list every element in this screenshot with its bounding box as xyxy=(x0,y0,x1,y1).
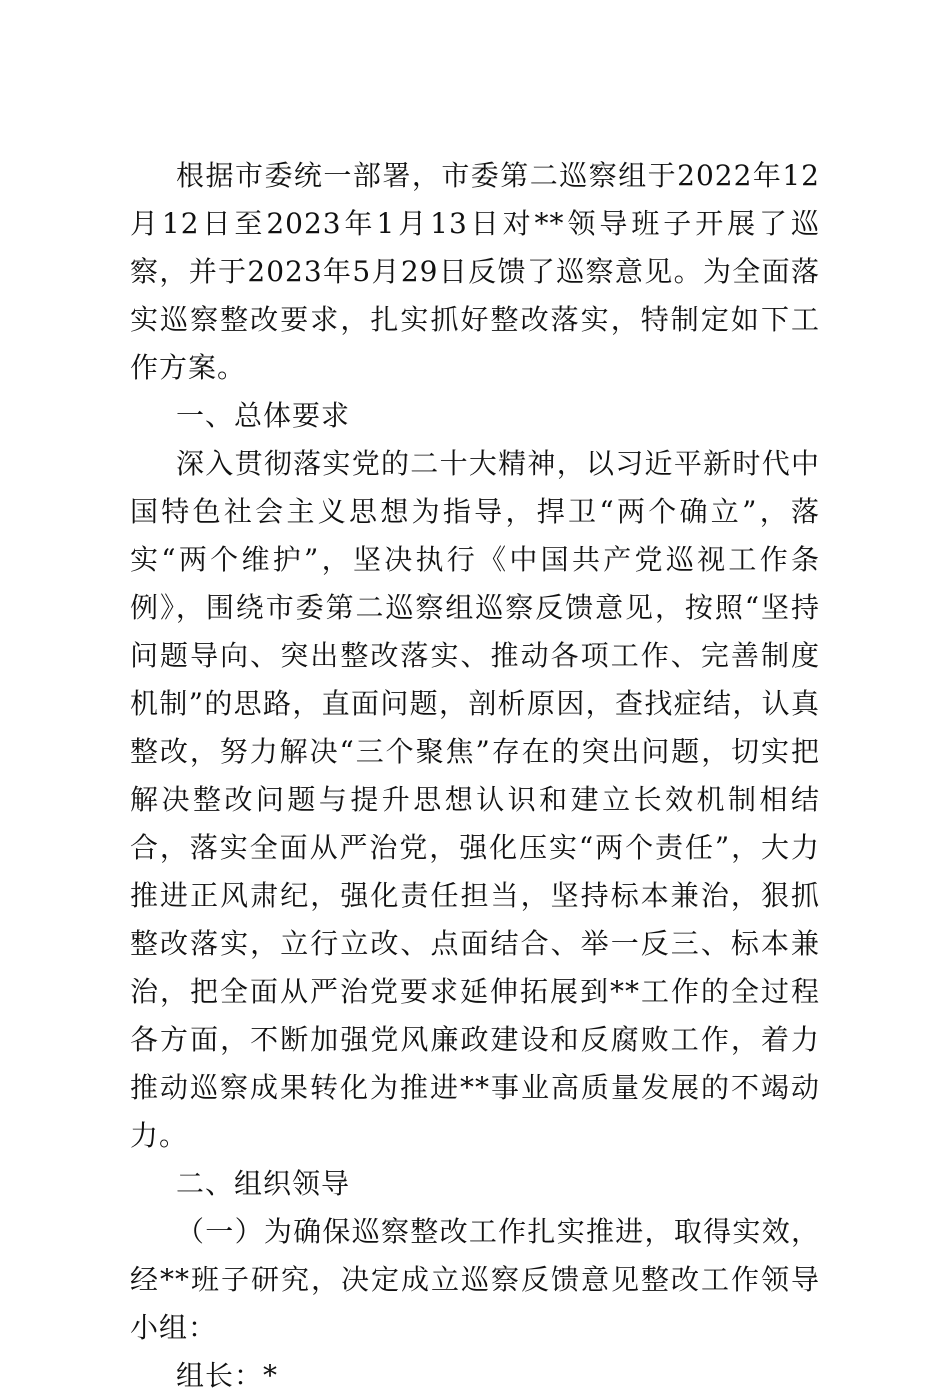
document-body xyxy=(130,152,820,1400)
organization-paragraph: （一）为确保巡察整改工作扎实推进，取得实效，经**班子研究，决定成立巡察反馈意见整改工作领导小组： xyxy=(130,1215,820,1344)
general-requirements-paragraph: 深入贯彻落实党的二十大精神，以习近平新时代中国特色社会主义思想为指导，捍卫“两个确立”，落实“两个维护”，坚决执行《中国共产党巡视工作条例》，围绕市委第二巡察组巡察反馈意见，按照“坚持问题导向、突出整改落实、推动各项工作、完善制度机制”的思路，直面问题，剖析原因，查找症结，认真整改，努力解决“三个聚焦”存在的突出问题，切实把解决整改问题与提升思想认识和建立长效机制相结合，落实全面从严治党，强化压实“两个责任”，大力推进正风肃纪，强化责任担当，坚持标本兼治，狠抓整改落实，立行立改、点面结合、举一反三、标本兼治，把全面从严治党要求延伸拓展到**工作的全过程各方面，不断加强党风廉政建设和反腐败工作，着力推动巡察成果转化为推进**事业高质量发展的不竭动力。 xyxy=(130,447,820,1152)
section-heading-general-requirements: 一、总体要求 xyxy=(176,399,351,432)
intro-paragraph: 根据市委统一部署，市委第二巡察组于2022年12月12日至2023年1月13日对**领导班子开展了巡察，并于2023年5月29日反馈了巡察意见。为全面落实巡察整改要求，扎实抓好整改落实，特制定如下工作方案。 xyxy=(130,159,820,384)
group-leader-line: 组长：* xyxy=(176,1359,279,1392)
section-heading-organization: 二、组织领导 xyxy=(176,1167,351,1200)
